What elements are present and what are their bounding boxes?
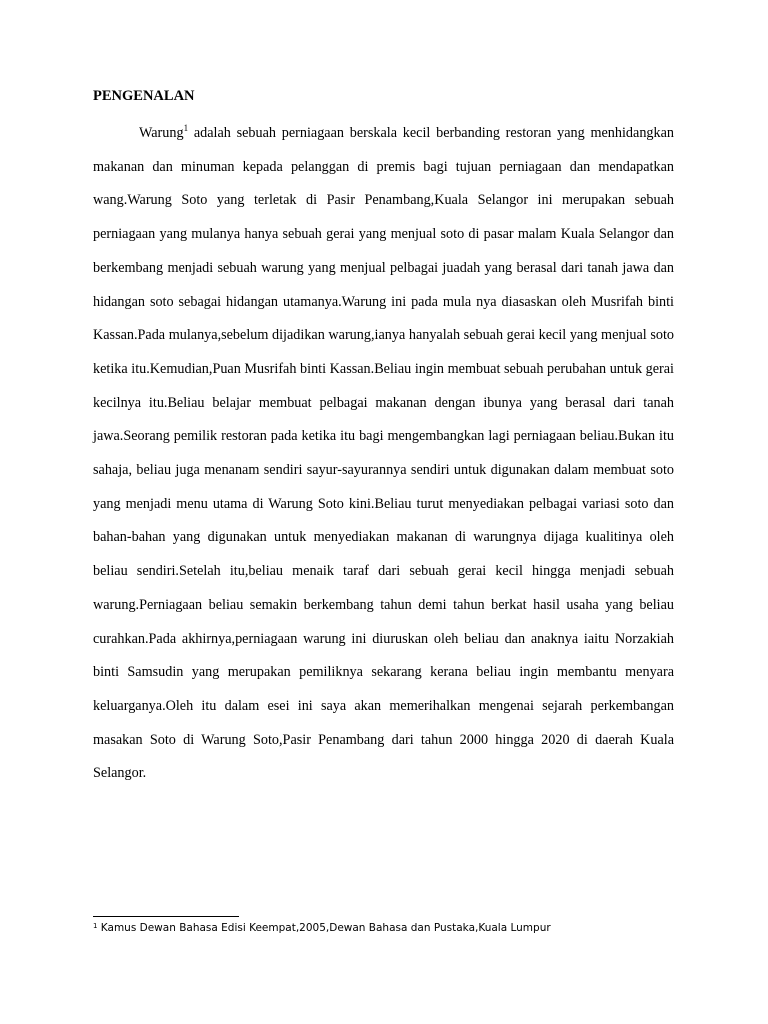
footnote-text: Kamus Dewan Bahasa Edisi Keempat,2005,Dewan Bahasa dan Pustaka,Kuala Lumpur <box>97 922 551 934</box>
lead-word: Warung <box>139 125 184 141</box>
footnote-separator <box>93 916 239 917</box>
paragraph-text: adalah sebuah perniagaan berskala kecil berbanding restoran yang menhidangkan makanan dan minuman kepada pelanggan di premis bagi tujuan perniagaan dan mendapatkan wang.Warung Soto yang terletak di Pasir Penambang,Kuala Selangor ini merupakan sebuah perniagaan yang mulanya hanya sebuah gerai yang menjual soto di pasar malam Kuala Selangor dan berkembang menjadi sebuah warung yang menjual pelbagai juadah yang berasal dari tanah jawa dan hidangan soto sebagai hidangan utamanya.Warung ini pada mula nya diasaskan oleh Musrifah binti Kassan.Pada mulanya,sebelum dijadikan warung,ianya hanyalah sebuah gerai kecil yang menjual soto ketika itu.Kemudian,Puan Musrifah binti Kassan.Beliau ingin membuat sebuah perubahan untuk gerai kecilnya itu.Beliau belajar membuat pelbagai makanan dengan ibunya yang berasal dari tanah jawa.Seorang pemilik restoran pada ketika itu bagi mengembangkan lagi perniagaan beliau.Bukan itu sahaja, beliau juga menanam sendiri sayur-sayurannya sendiri untuk digunakan dalam membuat soto yang menjadi menu utama di Warung Soto kini.Beliau turut menyediakan pelbagai variasi soto dan bahan-bahan yang digunakan untuk menyediakan makanan di warungnya dijaga kualitinya oleh beliau sendiri.Setelah itu,beliau menaik taraf dari sebuah gerai kecil hingga menjadi sebuah warung.Perniagaan beliau semakin berkembang tahun demi tahun berkat hasil usaha yang beliau curahkan.Pada akhirnya,perniagaan warung ini diuruskan oleh beliau dan anaknya iaitu Norzakiah binti Samsudin yang merupakan pemiliknya sekarang kerana beliau ingin membantu menyara keluarganya.Oleh itu dalam esei ini saya akan memerihalkan mengenai sejarah perkembangan masakan Soto di Warung Soto,Pasir Penambang dari tahun 2000 hingga 2020 di daerah Kuala Selangor. <box>93 125 674 782</box>
body-paragraph <box>93 117 674 791</box>
section-heading: PENGENALAN <box>93 88 195 104</box>
footnote-reference[interactable]: 1 <box>183 123 189 133</box>
footnote <box>93 921 551 935</box>
footnote-marker: 1 <box>93 922 98 930</box>
